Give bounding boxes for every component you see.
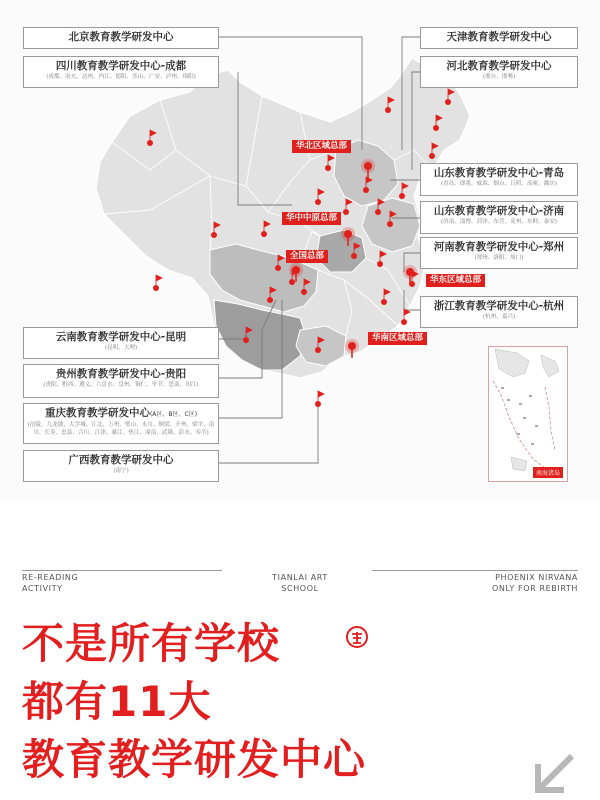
center-box-guangxi [23,450,219,482]
center-title: 浙江教育教学研发中心-杭州 [433,300,565,312]
center-box-tianjin [420,27,578,49]
tagline-center [230,572,370,594]
headline-line-3: 教育教学研发中心 [22,735,367,784]
center-title: 河北教育教学研发中心 [446,60,552,72]
tagline-line: PHOENIX NIRVANA [495,573,578,582]
center-cities: (成都、南充、达州、内江、德阳、乐山、广安、泸州、绵阳) [46,74,196,80]
center-cities: (邢台、邯郸) [482,74,516,80]
tagline-divider-right [372,570,578,571]
headline-line-1: 不是所有学校 [22,619,281,668]
tagline-left [22,572,78,594]
center-box-jinan [420,201,578,234]
center-title: 四川教育教学研发中心-成都 [55,60,187,72]
center-cities: (贵阳、黔西、遵义、六盘水、盘州、铜仁、毕节、思南、印江) [43,382,199,388]
center-box-beijing [23,27,219,49]
tagline-right [420,572,578,594]
center-box-yunnan [23,327,219,359]
center-title: 北京教育教学研发中心 [68,31,174,43]
center-box-hangzhou [420,296,578,328]
brand-seal-icon [344,624,370,650]
arrow-down-left-icon [530,752,578,794]
hq-label-central: 华中中原总部 [282,212,341,225]
center-title: 河南教育教学研发中心-郑州 [433,241,565,253]
center-box-guizhou [23,364,219,398]
center-box-sichuan [23,56,219,88]
center-title: 山东教育教学研发中心-青岛 [433,167,565,179]
center-title: 天津教育教学研发中心 [446,31,552,43]
center-cities: (南宁) [113,468,129,474]
tagline-line: TIANLAI ART [272,573,328,582]
tagline-line: ACTIVITY [22,584,63,593]
center-cities: (杭州、嘉兴) [482,314,516,320]
center-title-districts: (A区、B区、C区) [149,411,198,418]
tagline-divider-left [22,570,222,571]
center-cities: (涪陵、九龙坡、大学城、江北、万州、璧山、永川、铜梁、开州、梁平、南川、长寿、忠县、合川、江津、綦江、垫江、潼南、武隆、彭水、奉节) [27,422,215,436]
center-box-hebei [420,56,578,88]
center-cities: (郑州、洛阳、周口) [474,255,524,261]
flag-pin-icon [315,391,324,407]
center-title: 云南教育教学研发中心-昆明 [55,331,187,343]
hq-label-national: 全国总部 [286,250,328,263]
hq-label-north: 华北区域总部 [292,140,351,153]
center-cities: (济南、淄博、菏泽、东营、兖州、东阿、泰安) [440,219,558,225]
south-sea-islands [489,347,567,481]
center-title: 山东教育教学研发中心-济南 [433,205,565,217]
center-title [24,404,218,421]
headline-line-2: 都有11大 [22,677,212,726]
center-title-main: 重庆教育教学研发中心 [44,407,150,419]
tagline-line: RE-READING [22,573,79,582]
center-box-zhengzhou [420,237,578,269]
hq-label-south: 华南区域总部 [368,332,427,345]
tagline-line: SCHOOL [281,584,319,593]
center-title: 贵州教育教学研发中心-贵阳 [55,368,187,380]
center-cities: (青岛、即墨、威海、烟台、日照、高密、潍坊) [440,181,558,187]
center-title: 广西教育教学研发中心 [68,454,174,466]
flag-pin-icon [153,275,162,291]
center-box-chongqing [23,403,219,444]
center-cities: (昆明、大理) [104,345,138,351]
south-sea-inset [488,346,568,482]
hq-label-east: 华东区域总部 [426,274,485,287]
tagline-line: ONLY FOR REBIRTH [491,584,578,593]
center-box-qingdao [420,163,578,196]
inset-label: 南海诸岛 [533,467,563,478]
